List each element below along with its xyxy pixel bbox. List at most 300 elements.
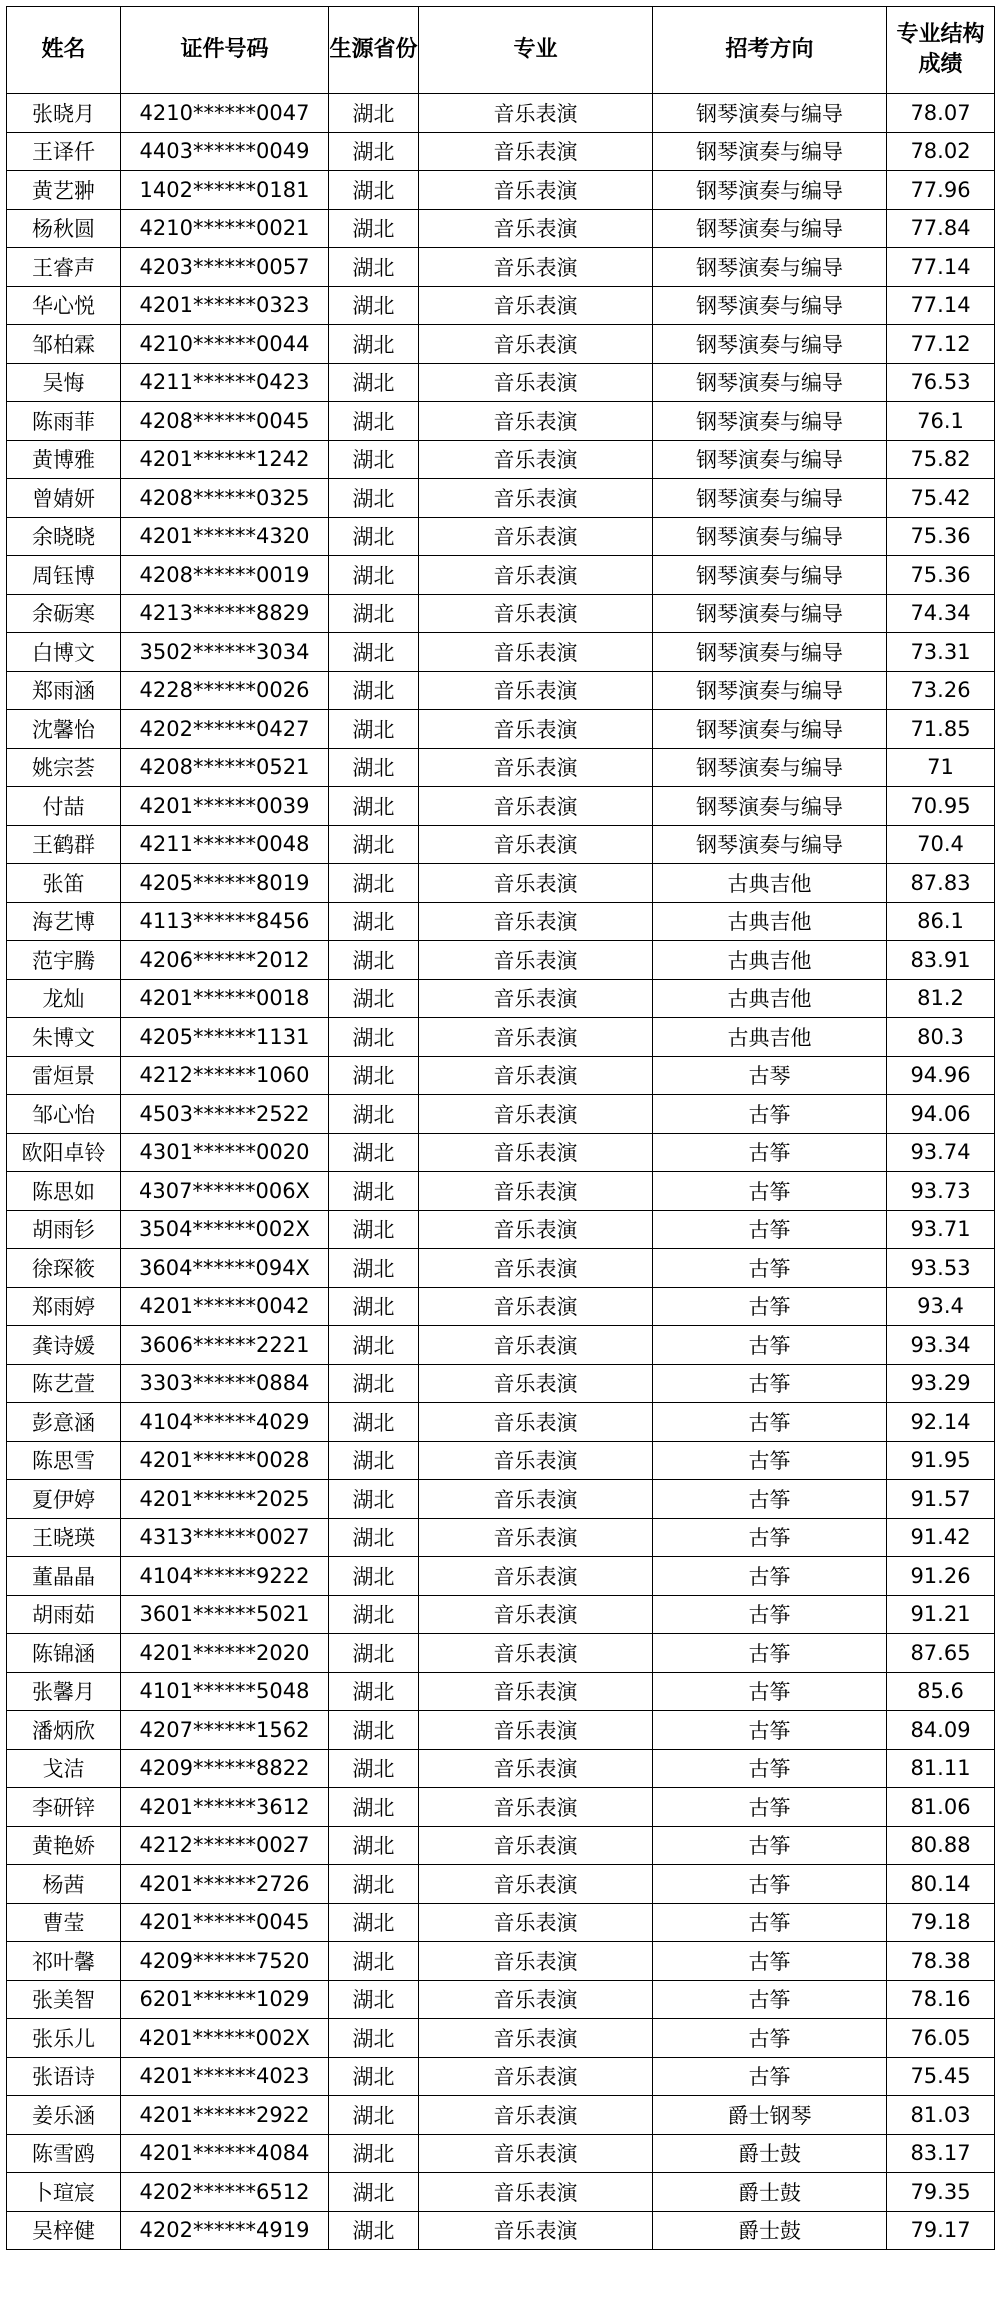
table-row bbox=[7, 2057, 995, 2096]
cell-province: 湖北 bbox=[329, 748, 419, 787]
cell-score: 93.4 bbox=[887, 1287, 995, 1326]
cell-score: 83.91 bbox=[887, 941, 995, 980]
cell-major: 音乐表演 bbox=[419, 1903, 653, 1942]
table-row bbox=[7, 94, 995, 133]
cell-id: 3606******2221 bbox=[121, 1326, 329, 1365]
cell-major: 音乐表演 bbox=[419, 1711, 653, 1750]
cell-province: 湖北 bbox=[329, 1210, 419, 1249]
cell-direction: 钢琴演奏与编导 bbox=[653, 787, 887, 826]
table-row bbox=[7, 1403, 995, 1442]
cell-score: 77.14 bbox=[887, 248, 995, 287]
cell-province: 湖北 bbox=[329, 171, 419, 210]
cell-major: 音乐表演 bbox=[419, 1749, 653, 1788]
cell-direction: 钢琴演奏与编导 bbox=[653, 517, 887, 556]
cell-province: 湖北 bbox=[329, 787, 419, 826]
cell-direction: 古典吉他 bbox=[653, 941, 887, 980]
table-row bbox=[7, 594, 995, 633]
cell-name: 胡雨茹 bbox=[7, 1595, 121, 1634]
cell-name: 姜乐涵 bbox=[7, 2096, 121, 2135]
cell-major: 音乐表演 bbox=[419, 1557, 653, 1596]
table-row bbox=[7, 1480, 995, 1519]
cell-province: 湖北 bbox=[329, 1249, 419, 1288]
cell-score: 91.95 bbox=[887, 1441, 995, 1480]
cell-id: 4301******0020 bbox=[121, 1133, 329, 1172]
table-row bbox=[7, 363, 995, 402]
cell-name: 邹柏霖 bbox=[7, 325, 121, 364]
cell-major: 音乐表演 bbox=[419, 1441, 653, 1480]
cell-score: 75.36 bbox=[887, 556, 995, 595]
table-row bbox=[7, 1518, 995, 1557]
cell-name: 黄博雅 bbox=[7, 440, 121, 479]
cell-direction: 古筝 bbox=[653, 1249, 887, 1288]
cell-major: 音乐表演 bbox=[419, 2211, 653, 2250]
cell-id: 4201******002X bbox=[121, 2019, 329, 2058]
cell-id: 3604******094X bbox=[121, 1249, 329, 1288]
cell-direction: 古筝 bbox=[653, 1672, 887, 1711]
cell-direction: 钢琴演奏与编导 bbox=[653, 94, 887, 133]
cell-score: 81.11 bbox=[887, 1749, 995, 1788]
cell-province: 湖北 bbox=[329, 1480, 419, 1519]
cell-name: 杨秋圆 bbox=[7, 209, 121, 248]
cell-major: 音乐表演 bbox=[419, 1056, 653, 1095]
cell-major: 音乐表演 bbox=[419, 710, 653, 749]
cell-province: 湖北 bbox=[329, 209, 419, 248]
cell-direction: 钢琴演奏与编导 bbox=[653, 325, 887, 364]
cell-province: 湖北 bbox=[329, 1942, 419, 1981]
cell-name: 徐琛筱 bbox=[7, 1249, 121, 1288]
cell-name: 海艺博 bbox=[7, 902, 121, 941]
cell-direction: 古筝 bbox=[653, 1634, 887, 1673]
header-direction: 招考方向 bbox=[653, 7, 887, 94]
cell-province: 湖北 bbox=[329, 325, 419, 364]
cell-major: 音乐表演 bbox=[419, 671, 653, 710]
cell-province: 湖北 bbox=[329, 132, 419, 171]
cell-name: 彭意涵 bbox=[7, 1403, 121, 1442]
table-row bbox=[7, 1095, 995, 1134]
cell-major: 音乐表演 bbox=[419, 1826, 653, 1865]
cell-score: 78.16 bbox=[887, 1980, 995, 2019]
cell-name: 曹莹 bbox=[7, 1903, 121, 1942]
cell-direction: 钢琴演奏与编导 bbox=[653, 671, 887, 710]
table-row bbox=[7, 209, 995, 248]
cell-province: 湖北 bbox=[329, 1865, 419, 1904]
cell-province: 湖北 bbox=[329, 2134, 419, 2173]
cell-name: 范宇腾 bbox=[7, 941, 121, 980]
cell-name: 李研锌 bbox=[7, 1788, 121, 1827]
cell-name: 龚诗媛 bbox=[7, 1326, 121, 1365]
table-row bbox=[7, 787, 995, 826]
cell-id: 1402******0181 bbox=[121, 171, 329, 210]
cell-score: 74.34 bbox=[887, 594, 995, 633]
cell-province: 湖北 bbox=[329, 1672, 419, 1711]
cell-score: 80.14 bbox=[887, 1865, 995, 1904]
cell-score: 73.31 bbox=[887, 633, 995, 672]
table-row bbox=[7, 1634, 995, 1673]
score-table bbox=[6, 6, 995, 2250]
cell-name: 欧阳卓铃 bbox=[7, 1133, 121, 1172]
cell-major: 音乐表演 bbox=[419, 1210, 653, 1249]
cell-direction: 爵士鼓 bbox=[653, 2173, 887, 2212]
cell-direction: 古筝 bbox=[653, 1287, 887, 1326]
table-row bbox=[7, 710, 995, 749]
cell-id: 4213******8829 bbox=[121, 594, 329, 633]
cell-name: 姚宗荟 bbox=[7, 748, 121, 787]
cell-direction: 古筝 bbox=[653, 1172, 887, 1211]
cell-id: 4211******0423 bbox=[121, 363, 329, 402]
cell-id: 4210******0044 bbox=[121, 325, 329, 364]
cell-direction: 爵士鼓 bbox=[653, 2211, 887, 2250]
cell-direction: 古典吉他 bbox=[653, 979, 887, 1018]
cell-major: 音乐表演 bbox=[419, 2096, 653, 2135]
table-row bbox=[7, 402, 995, 441]
cell-major: 音乐表演 bbox=[419, 1595, 653, 1634]
cell-score: 93.74 bbox=[887, 1133, 995, 1172]
cell-score: 91.57 bbox=[887, 1480, 995, 1519]
cell-major: 音乐表演 bbox=[419, 748, 653, 787]
cell-major: 音乐表演 bbox=[419, 286, 653, 325]
cell-direction: 古筝 bbox=[653, 1865, 887, 1904]
table-row bbox=[7, 1711, 995, 1750]
cell-province: 湖北 bbox=[329, 1518, 419, 1557]
cell-name: 王睿声 bbox=[7, 248, 121, 287]
cell-id: 3601******5021 bbox=[121, 1595, 329, 1634]
cell-major: 音乐表演 bbox=[419, 2173, 653, 2212]
cell-direction: 钢琴演奏与编导 bbox=[653, 633, 887, 672]
cell-name: 张晓月 bbox=[7, 94, 121, 133]
cell-id: 4211******0048 bbox=[121, 825, 329, 864]
cell-score: 78.07 bbox=[887, 94, 995, 133]
cell-id: 4210******0021 bbox=[121, 209, 329, 248]
cell-score: 87.83 bbox=[887, 864, 995, 903]
cell-id: 4212******1060 bbox=[121, 1056, 329, 1095]
cell-score: 70.4 bbox=[887, 825, 995, 864]
cell-name: 吴梓健 bbox=[7, 2211, 121, 2250]
cell-id: 4209******8822 bbox=[121, 1749, 329, 1788]
table-row bbox=[7, 286, 995, 325]
cell-province: 湖北 bbox=[329, 556, 419, 595]
cell-direction: 古筝 bbox=[653, 1903, 887, 1942]
table-row bbox=[7, 1287, 995, 1326]
cell-id: 4104******9222 bbox=[121, 1557, 329, 1596]
cell-major: 音乐表演 bbox=[419, 864, 653, 903]
cell-name: 董晶晶 bbox=[7, 1557, 121, 1596]
cell-direction: 古筝 bbox=[653, 1788, 887, 1827]
cell-name: 周钰博 bbox=[7, 556, 121, 595]
cell-id: 4201******4084 bbox=[121, 2134, 329, 2173]
cell-major: 音乐表演 bbox=[419, 2057, 653, 2096]
cell-id: 3303******0884 bbox=[121, 1364, 329, 1403]
cell-province: 湖北 bbox=[329, 594, 419, 633]
cell-name: 张语诗 bbox=[7, 2057, 121, 2096]
table-row bbox=[7, 671, 995, 710]
cell-name: 胡雨钐 bbox=[7, 1210, 121, 1249]
cell-id: 4104******4029 bbox=[121, 1403, 329, 1442]
cell-direction: 古筝 bbox=[653, 1711, 887, 1750]
cell-direction: 钢琴演奏与编导 bbox=[653, 132, 887, 171]
cell-province: 湖北 bbox=[329, 1595, 419, 1634]
cell-score: 77.14 bbox=[887, 286, 995, 325]
cell-province: 湖北 bbox=[329, 2057, 419, 2096]
cell-direction: 钢琴演奏与编导 bbox=[653, 363, 887, 402]
cell-province: 湖北 bbox=[329, 1172, 419, 1211]
cell-score: 76.05 bbox=[887, 2019, 995, 2058]
cell-province: 湖北 bbox=[329, 248, 419, 287]
cell-province: 湖北 bbox=[329, 1557, 419, 1596]
table-row bbox=[7, 325, 995, 364]
table-row bbox=[7, 2019, 995, 2058]
cell-major: 音乐表演 bbox=[419, 402, 653, 441]
table-body bbox=[7, 94, 995, 2250]
cell-id: 4208******0325 bbox=[121, 479, 329, 518]
cell-direction: 钢琴演奏与编导 bbox=[653, 171, 887, 210]
cell-name: 陈艺萱 bbox=[7, 1364, 121, 1403]
header-name: 姓名 bbox=[7, 7, 121, 94]
cell-province: 湖北 bbox=[329, 1634, 419, 1673]
cell-province: 湖北 bbox=[329, 94, 419, 133]
table-row bbox=[7, 979, 995, 1018]
cell-province: 湖北 bbox=[329, 363, 419, 402]
score-list bbox=[6, 6, 994, 2250]
cell-id: 4101******5048 bbox=[121, 1672, 329, 1711]
cell-id: 4202******6512 bbox=[121, 2173, 329, 2212]
cell-province: 湖北 bbox=[329, 440, 419, 479]
cell-name: 张乐儿 bbox=[7, 2019, 121, 2058]
cell-major: 音乐表演 bbox=[419, 1788, 653, 1827]
cell-score: 71.85 bbox=[887, 710, 995, 749]
cell-name: 王晓瑛 bbox=[7, 1518, 121, 1557]
cell-direction: 钢琴演奏与编导 bbox=[653, 286, 887, 325]
table-header bbox=[7, 7, 995, 94]
cell-major: 音乐表演 bbox=[419, 1172, 653, 1211]
cell-id: 4313******0027 bbox=[121, 1518, 329, 1557]
cell-name: 郑雨涵 bbox=[7, 671, 121, 710]
cell-score: 77.12 bbox=[887, 325, 995, 364]
cell-score: 84.09 bbox=[887, 1711, 995, 1750]
cell-name: 黄艳娇 bbox=[7, 1826, 121, 1865]
table-row bbox=[7, 479, 995, 518]
cell-direction: 古典吉他 bbox=[653, 1018, 887, 1057]
cell-direction: 古筝 bbox=[653, 1364, 887, 1403]
cell-name: 雷烜景 bbox=[7, 1056, 121, 1095]
cell-province: 湖北 bbox=[329, 402, 419, 441]
cell-name: 陈雨菲 bbox=[7, 402, 121, 441]
cell-name: 陈思如 bbox=[7, 1172, 121, 1211]
cell-score: 71 bbox=[887, 748, 995, 787]
cell-id: 4208******0045 bbox=[121, 402, 329, 441]
cell-score: 91.26 bbox=[887, 1557, 995, 1596]
cell-name: 余砺寒 bbox=[7, 594, 121, 633]
table-row bbox=[7, 517, 995, 556]
cell-id: 4201******4023 bbox=[121, 2057, 329, 2096]
cell-name: 张馨月 bbox=[7, 1672, 121, 1711]
cell-direction: 钢琴演奏与编导 bbox=[653, 440, 887, 479]
table-row bbox=[7, 1172, 995, 1211]
cell-id: 4202******0427 bbox=[121, 710, 329, 749]
cell-major: 音乐表演 bbox=[419, 1942, 653, 1981]
cell-direction: 古筝 bbox=[653, 2019, 887, 2058]
cell-province: 湖北 bbox=[329, 1441, 419, 1480]
cell-province: 湖北 bbox=[329, 1711, 419, 1750]
cell-name: 华心悦 bbox=[7, 286, 121, 325]
cell-province: 湖北 bbox=[329, 1403, 419, 1442]
cell-score: 75.82 bbox=[887, 440, 995, 479]
cell-province: 湖北 bbox=[329, 1287, 419, 1326]
cell-direction: 钢琴演奏与编导 bbox=[653, 825, 887, 864]
cell-name: 余晓晓 bbox=[7, 517, 121, 556]
cell-score: 92.14 bbox=[887, 1403, 995, 1442]
cell-name: 曾婧妍 bbox=[7, 479, 121, 518]
cell-name: 付喆 bbox=[7, 787, 121, 826]
cell-province: 湖北 bbox=[329, 1018, 419, 1057]
table-row bbox=[7, 633, 995, 672]
cell-id: 4202******4919 bbox=[121, 2211, 329, 2250]
cell-direction: 古筝 bbox=[653, 1480, 887, 1519]
cell-province: 湖北 bbox=[329, 1826, 419, 1865]
cell-major: 音乐表演 bbox=[419, 1133, 653, 1172]
header-row bbox=[7, 7, 995, 94]
cell-major: 音乐表演 bbox=[419, 941, 653, 980]
table-row bbox=[7, 1903, 995, 1942]
cell-name: 郑雨婷 bbox=[7, 1287, 121, 1326]
cell-province: 湖北 bbox=[329, 286, 419, 325]
cell-major: 音乐表演 bbox=[419, 1865, 653, 1904]
cell-direction: 钢琴演奏与编导 bbox=[653, 556, 887, 595]
cell-province: 湖北 bbox=[329, 825, 419, 864]
cell-major: 音乐表演 bbox=[419, 979, 653, 1018]
cell-major: 音乐表演 bbox=[419, 325, 653, 364]
cell-direction: 钢琴演奏与编导 bbox=[653, 402, 887, 441]
cell-province: 湖北 bbox=[329, 671, 419, 710]
cell-id: 3504******002X bbox=[121, 1210, 329, 1249]
table-row bbox=[7, 1865, 995, 1904]
table-row bbox=[7, 1749, 995, 1788]
cell-score: 81.06 bbox=[887, 1788, 995, 1827]
cell-score: 93.71 bbox=[887, 1210, 995, 1249]
cell-score: 94.96 bbox=[887, 1056, 995, 1095]
cell-direction: 钢琴演奏与编导 bbox=[653, 594, 887, 633]
cell-province: 湖北 bbox=[329, 1056, 419, 1095]
cell-id: 4201******0018 bbox=[121, 979, 329, 1018]
cell-name: 祁叶馨 bbox=[7, 1942, 121, 1981]
cell-name: 杨茜 bbox=[7, 1865, 121, 1904]
cell-direction: 古筝 bbox=[653, 1095, 887, 1134]
cell-score: 93.29 bbox=[887, 1364, 995, 1403]
cell-major: 音乐表演 bbox=[419, 556, 653, 595]
cell-id: 4228******0026 bbox=[121, 671, 329, 710]
cell-major: 音乐表演 bbox=[419, 1672, 653, 1711]
cell-province: 湖北 bbox=[329, 517, 419, 556]
table-row bbox=[7, 2096, 995, 2135]
table-row bbox=[7, 2211, 995, 2250]
cell-score: 81.03 bbox=[887, 2096, 995, 2135]
cell-score: 87.65 bbox=[887, 1634, 995, 1673]
header-score: 专业结构成绩 bbox=[887, 7, 995, 94]
table-row bbox=[7, 1210, 995, 1249]
cell-major: 音乐表演 bbox=[419, 1018, 653, 1057]
cell-score: 93.73 bbox=[887, 1172, 995, 1211]
cell-id: 4201******2020 bbox=[121, 1634, 329, 1673]
cell-major: 音乐表演 bbox=[419, 1249, 653, 1288]
cell-province: 湖北 bbox=[329, 1326, 419, 1365]
cell-score: 94.06 bbox=[887, 1095, 995, 1134]
cell-major: 音乐表演 bbox=[419, 1403, 653, 1442]
cell-score: 80.88 bbox=[887, 1826, 995, 1865]
table-row bbox=[7, 1826, 995, 1865]
cell-score: 79.17 bbox=[887, 2211, 995, 2250]
cell-id: 4403******0049 bbox=[121, 132, 329, 171]
cell-score: 81.2 bbox=[887, 979, 995, 1018]
cell-province: 湖北 bbox=[329, 864, 419, 903]
cell-province: 湖北 bbox=[329, 1749, 419, 1788]
table-row bbox=[7, 825, 995, 864]
cell-score: 93.53 bbox=[887, 1249, 995, 1288]
cell-major: 音乐表演 bbox=[419, 2134, 653, 2173]
cell-score: 91.21 bbox=[887, 1595, 995, 1634]
cell-id: 4210******0047 bbox=[121, 94, 329, 133]
table-row bbox=[7, 1672, 995, 1711]
cell-score: 78.02 bbox=[887, 132, 995, 171]
table-row bbox=[7, 2134, 995, 2173]
cell-id: 3502******3034 bbox=[121, 633, 329, 672]
table-row bbox=[7, 2173, 995, 2212]
cell-id: 4206******2012 bbox=[121, 941, 329, 980]
cell-major: 音乐表演 bbox=[419, 209, 653, 248]
cell-province: 湖北 bbox=[329, 1903, 419, 1942]
cell-major: 音乐表演 bbox=[419, 517, 653, 556]
cell-name: 沈馨怡 bbox=[7, 710, 121, 749]
cell-id: 4209******7520 bbox=[121, 1942, 329, 1981]
cell-direction: 古筝 bbox=[653, 1749, 887, 1788]
cell-province: 湖北 bbox=[329, 1364, 419, 1403]
cell-name: 陈思雪 bbox=[7, 1441, 121, 1480]
cell-score: 83.17 bbox=[887, 2134, 995, 2173]
cell-score: 76.1 bbox=[887, 402, 995, 441]
cell-direction: 古筝 bbox=[653, 1595, 887, 1634]
cell-major: 音乐表演 bbox=[419, 440, 653, 479]
cell-major: 音乐表演 bbox=[419, 1518, 653, 1557]
table-row bbox=[7, 1980, 995, 2019]
table-row bbox=[7, 1056, 995, 1095]
cell-province: 湖北 bbox=[329, 941, 419, 980]
cell-score: 80.3 bbox=[887, 1018, 995, 1057]
cell-direction: 古筝 bbox=[653, 1441, 887, 1480]
cell-id: 4503******2522 bbox=[121, 1095, 329, 1134]
cell-score: 76.53 bbox=[887, 363, 995, 402]
cell-score: 77.96 bbox=[887, 171, 995, 210]
cell-province: 湖北 bbox=[329, 1788, 419, 1827]
cell-name: 卜瑄宸 bbox=[7, 2173, 121, 2212]
cell-id: 4203******0057 bbox=[121, 248, 329, 287]
cell-direction: 古筝 bbox=[653, 1210, 887, 1249]
cell-name: 吴悔 bbox=[7, 363, 121, 402]
cell-score: 75.45 bbox=[887, 2057, 995, 2096]
cell-id: 4205******8019 bbox=[121, 864, 329, 903]
cell-major: 音乐表演 bbox=[419, 94, 653, 133]
cell-name: 陈雪鸥 bbox=[7, 2134, 121, 2173]
cell-name: 白博文 bbox=[7, 633, 121, 672]
table-row bbox=[7, 1441, 995, 1480]
cell-score: 91.42 bbox=[887, 1518, 995, 1557]
cell-id: 4201******0323 bbox=[121, 286, 329, 325]
cell-direction: 古典吉他 bbox=[653, 902, 887, 941]
cell-id: 4201******3612 bbox=[121, 1788, 329, 1827]
table-row bbox=[7, 902, 995, 941]
cell-major: 音乐表演 bbox=[419, 825, 653, 864]
cell-id: 4201******1242 bbox=[121, 440, 329, 479]
cell-name: 黄艺翀 bbox=[7, 171, 121, 210]
cell-score: 79.35 bbox=[887, 2173, 995, 2212]
cell-score: 78.38 bbox=[887, 1942, 995, 1981]
